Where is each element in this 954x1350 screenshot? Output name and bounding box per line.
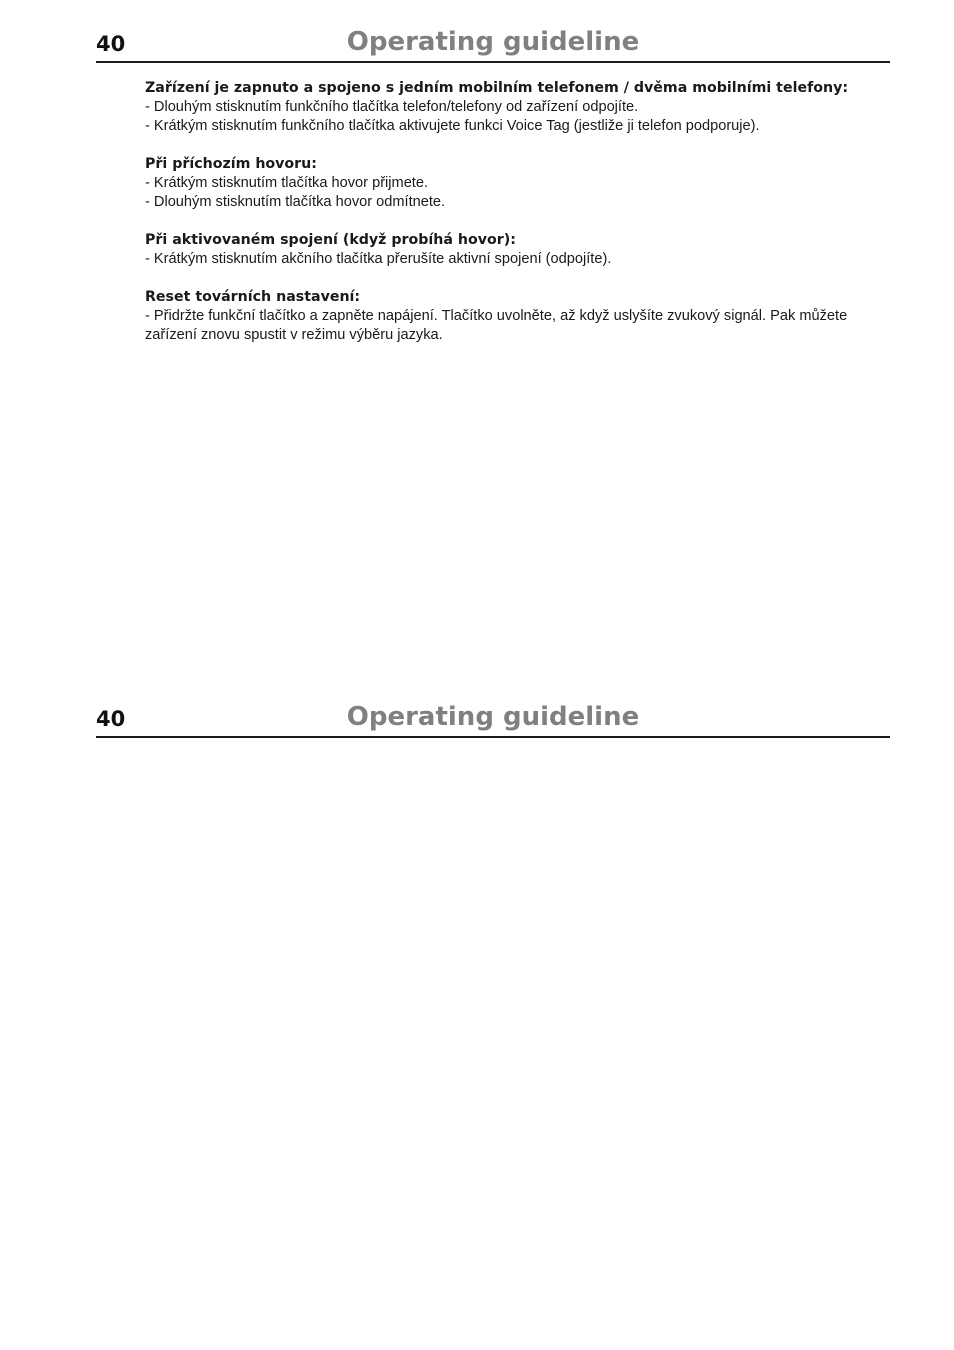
section-heading: Při aktivovaném spojení (když probíhá hovor): — [145, 232, 516, 248]
page-title: Operating guideline — [346, 27, 640, 57]
instruction-line: - Dlouhým stisknutím tlačítka hovor odmítnete. — [145, 194, 446, 210]
instruction-line: - Krátkým stisknutím funkčního tlačítka aktivujete funkci Voice Tag (jestliže ji telefon podporuje). — [145, 118, 760, 134]
header-rule — [96, 61, 890, 63]
page-header-top — [96, 27, 890, 60]
section-factory-reset — [145, 288, 895, 345]
section-incoming-call — [145, 155, 895, 212]
page-number: 40 — [96, 32, 126, 56]
page-content — [145, 79, 895, 364]
instruction-line: - Krátkým stisknutím akčního tlačítka přerušíte aktivní spojení (odpojíte). — [145, 251, 612, 267]
instruction-line: - Krátkým stisknutím tlačítka hovor přijmete. — [145, 175, 429, 191]
page-number: 40 — [96, 707, 126, 731]
header-rule — [96, 736, 890, 738]
instruction-line: - Přidržte funkční tlačítko a zapněte napájení. Tlačítko uvolněte, až když uslyšíte zvukový signál. Pak můžete zařízení znovu spustit v režimu výběru jazyka. — [145, 308, 848, 343]
section-device-connected — [145, 79, 895, 136]
section-heading: Reset továrních nastavení: — [145, 289, 361, 305]
section-heading: Zařízení je zapnuto a spojeno s jedním mobilním telefonem / dvěma mobilními telefony: — [145, 80, 849, 96]
section-heading: Při příchozím hovoru: — [145, 156, 317, 172]
instruction-line: - Dlouhým stisknutím funkčního tlačítka telefon/telefony od zařízení odpojíte. — [145, 99, 639, 115]
page-header-bottom — [96, 702, 890, 735]
section-active-call — [145, 231, 895, 269]
page-title: Operating guideline — [346, 702, 640, 732]
